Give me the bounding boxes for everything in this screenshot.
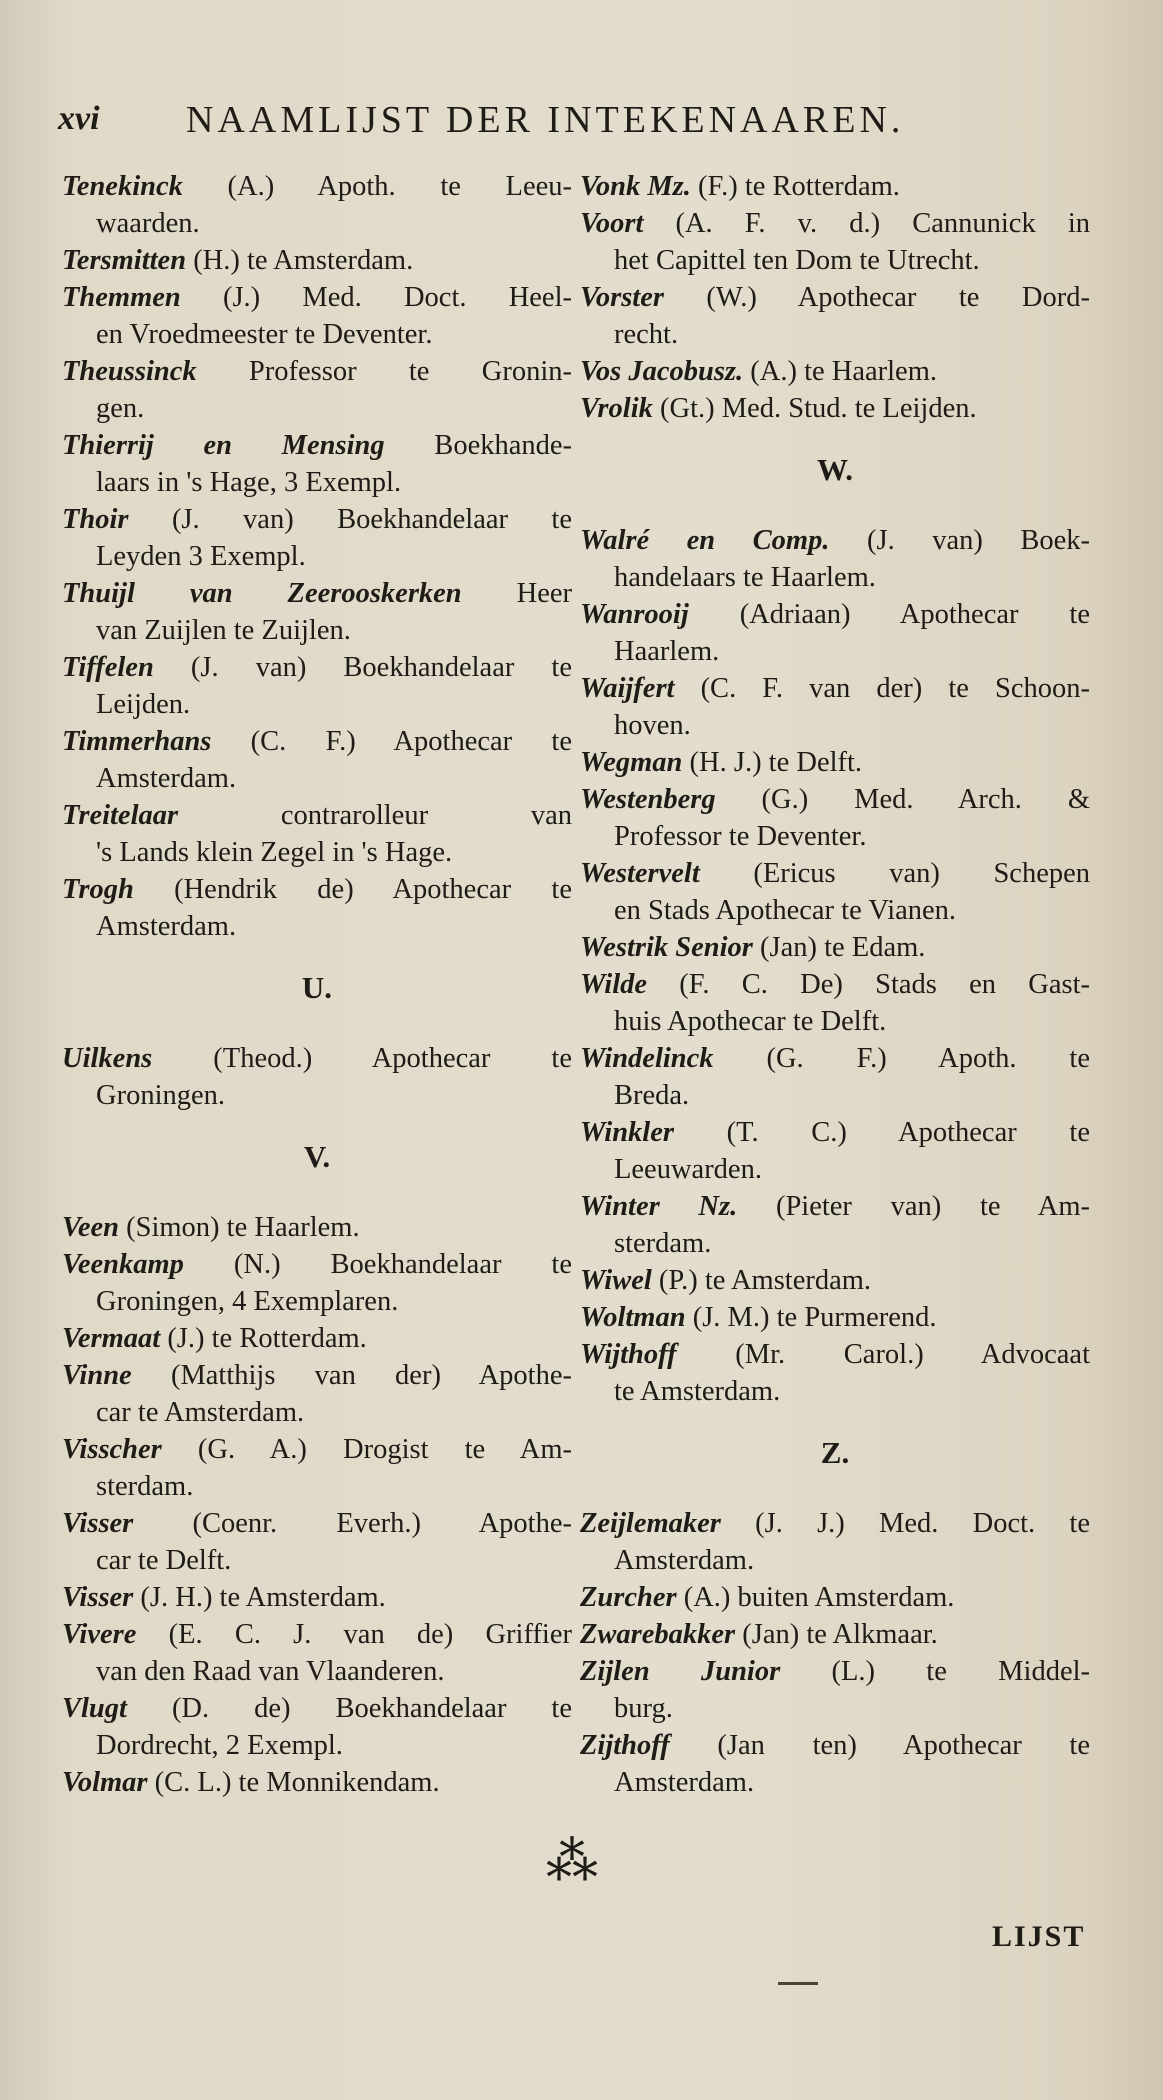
entry-first-line [62, 575, 572, 612]
entry-first-line [62, 242, 572, 279]
subscriber-name: Tersmitten [62, 245, 187, 276]
entry-text: en Vroedmeester te Deventer. [96, 319, 433, 350]
subscriber-entry [62, 168, 572, 242]
entry-first-line [580, 929, 1090, 966]
entry-first-line [62, 1690, 572, 1727]
entry-text: (A.) Apoth. te Leeu- [182, 171, 572, 202]
entry-continuation-line [580, 1764, 1090, 1801]
subscriber-name: Vorster [580, 282, 664, 313]
entry-text: hoven. [614, 710, 691, 741]
subscriber-name: Vrolik [580, 393, 653, 424]
subscriber-entry [580, 168, 1090, 205]
subscriber-name: Westervelt [580, 858, 700, 889]
subscriber-name: Windelinck [580, 1043, 714, 1074]
entry-text: (G.) Med. Arch. & [715, 784, 1090, 815]
entry-text: (H.) te Amsterdam. [186, 245, 414, 276]
entry-text: (A. F. v. d.) Cannunick in [643, 208, 1090, 239]
subscriber-name: Visscher [62, 1434, 162, 1465]
subscriber-entry [580, 1040, 1090, 1114]
entry-text: handelaars te Haarlem. [614, 562, 876, 593]
entry-continuation-line [62, 1394, 572, 1431]
subscriber-name: Walré en Comp. [580, 525, 830, 556]
subscriber-name: Zwarebakker [580, 1619, 736, 1650]
entry-text: laars in 's Hage, 3 Exempl. [96, 467, 402, 498]
subscriber-name: Vinne [62, 1360, 132, 1391]
subscriber-entry [580, 279, 1090, 353]
entry-first-line [62, 649, 572, 686]
entry-first-line [580, 781, 1090, 818]
entry-text: Leyden 3 Exempl. [96, 541, 306, 572]
entry-first-line [580, 670, 1090, 707]
entry-continuation-line [580, 1225, 1090, 1262]
entry-text: Boekhande- [384, 430, 572, 461]
entry-text: Amsterdam. [614, 1545, 755, 1576]
subscriber-entry [580, 1262, 1090, 1299]
subscriber-entry [580, 596, 1090, 670]
entry-first-line [62, 427, 572, 464]
entry-text: (C. F.) Apothecar te [211, 726, 572, 757]
subscriber-entry [580, 1505, 1090, 1579]
entry-first-line [580, 1505, 1090, 1542]
entry-continuation-line [580, 707, 1090, 744]
entry-text: sterdam. [614, 1228, 712, 1259]
entry-continuation-line [62, 464, 572, 501]
entry-text: (Hendrik de) Apothecar te [133, 874, 572, 905]
subscriber-name: Veen [62, 1212, 119, 1243]
entry-text: Heer [461, 578, 572, 609]
subscriber-entry [62, 1579, 572, 1616]
entry-first-line [62, 1320, 572, 1357]
catchword: LIJST [992, 1920, 1086, 1953]
entry-first-line [580, 1653, 1090, 1690]
entry-text: (Coenr. Everh.) Apothe- [133, 1508, 572, 1539]
entry-text: (J. van) Boekhandelaar te [128, 504, 572, 535]
subscriber-name: Woltman [580, 1302, 686, 1333]
entry-text: waarden. [96, 208, 200, 239]
entry-text: te Amsterdam. [614, 1376, 781, 1407]
entry-first-line [580, 1727, 1090, 1764]
entry-text: sterdam. [96, 1471, 194, 1502]
entry-text: (Mr. Carol.) Advocaat [676, 1339, 1090, 1370]
left-column [62, 168, 572, 1801]
entry-continuation-line [62, 538, 572, 575]
entry-continuation-line [62, 1468, 572, 1505]
entry-first-line [580, 1579, 1090, 1616]
entry-text: Groningen. [96, 1080, 226, 1111]
subscriber-name: Westenberg [580, 784, 716, 815]
entry-first-line [580, 744, 1090, 781]
entry-continuation-line [580, 242, 1090, 279]
page-number: xvi [58, 100, 100, 137]
subscriber-entry [62, 1320, 572, 1357]
entry-first-line [580, 1336, 1090, 1373]
subscriber-name: Winter Nz. [580, 1191, 738, 1222]
entry-text: Professor te Deventer. [614, 821, 867, 852]
entry-first-line [62, 1579, 572, 1616]
subscriber-entry [62, 1431, 572, 1505]
subscriber-entry [580, 929, 1090, 966]
subscriber-name: Thoir [62, 504, 129, 535]
entry-text: (C. L.) te Monnikendam. [147, 1767, 440, 1798]
entry-continuation-line [62, 1727, 572, 1764]
entry-first-line [580, 596, 1090, 633]
entry-continuation-line [62, 686, 572, 723]
subscriber-name: Westrik Senior [580, 932, 753, 963]
subscriber-entry [580, 1616, 1090, 1653]
entry-first-line [62, 1357, 572, 1394]
subscriber-entry [62, 1246, 572, 1320]
section-ornament: ⁂ [546, 1832, 598, 1892]
subscriber-entry [62, 1040, 572, 1114]
subscriber-name: Tenekinck [62, 171, 183, 202]
entry-continuation-line [62, 834, 572, 871]
entry-text: (T. C.) Apothecar te [673, 1117, 1090, 1148]
subscriber-name: Vos Jacobusz. [580, 356, 744, 387]
entry-text: Amsterdam. [614, 1767, 755, 1798]
entry-text: recht. [614, 319, 679, 350]
subscriber-entry [62, 871, 572, 945]
subscriber-entry [580, 353, 1090, 390]
entry-text: (Simon) te Haarlem. [119, 1212, 360, 1243]
entry-continuation-line [62, 1283, 572, 1320]
entry-text: van den Raad van Vlaanderen. [96, 1656, 445, 1687]
subscriber-entry [580, 1114, 1090, 1188]
subscriber-entry [62, 427, 572, 501]
subscriber-entry [580, 1653, 1090, 1727]
entry-text: (J.) Med. Doct. Heel- [180, 282, 572, 313]
subscriber-entry [580, 1299, 1090, 1336]
entry-continuation-line [62, 908, 572, 945]
subscriber-name: Veenkamp [62, 1249, 184, 1280]
subscriber-name: Treitelaar [62, 800, 179, 831]
subscriber-entry [62, 1764, 572, 1801]
entry-text: Leijden. [96, 689, 191, 720]
entry-first-line [62, 279, 572, 316]
subscriber-entry [62, 723, 572, 797]
entry-first-line [62, 168, 572, 205]
entry-continuation-line [62, 1077, 572, 1114]
subscriber-entry [62, 501, 572, 575]
entry-text: (Adriaan) Apothecar te [688, 599, 1090, 630]
subscriber-name: Wiwel [580, 1265, 652, 1296]
subscriber-name: Zeijlemaker [580, 1508, 721, 1539]
entry-first-line [62, 723, 572, 760]
entry-text: burg. [614, 1693, 673, 1724]
entry-first-line [580, 279, 1090, 316]
entry-text: (Gt.) Med. Stud. te Leijden. [652, 393, 977, 424]
subscriber-entry [580, 966, 1090, 1040]
entry-continuation-line [580, 633, 1090, 670]
entry-first-line [580, 1188, 1090, 1225]
page-title: NAAMLIJST DER INTEKENAAREN. [186, 99, 905, 141]
entry-text: car te Delft. [96, 1545, 232, 1576]
subscriber-entry [62, 1357, 572, 1431]
entry-text: (J. M.) te Purmerend. [685, 1302, 937, 1333]
entry-continuation-line [580, 559, 1090, 596]
subscriber-entry [580, 522, 1090, 596]
entry-text: (Matthijs van der) Apothe- [131, 1360, 572, 1391]
entry-continuation-line [62, 316, 572, 353]
entry-text: (Theod.) Apothecar te [152, 1043, 572, 1074]
entry-first-line [580, 1262, 1090, 1299]
entry-first-line [62, 1616, 572, 1653]
entry-text: (A.) te Haarlem. [743, 356, 937, 387]
entry-text: Amsterdam. [96, 763, 237, 794]
entry-first-line [580, 1114, 1090, 1151]
subscriber-name: Trogh [62, 874, 134, 905]
entry-text: Leeuwarden. [614, 1154, 762, 1185]
subscriber-name: Visser [62, 1582, 134, 1613]
subscriber-entry [62, 242, 572, 279]
entry-text: (A.) buiten Amsterdam. [676, 1582, 955, 1613]
entry-text: 's Lands klein Zegel in 's Hage. [96, 837, 453, 868]
entry-text: Breda. [614, 1080, 690, 1111]
subscriber-entry [580, 781, 1090, 855]
entry-continuation-line [62, 390, 572, 427]
subscriber-name: Zijthoff [580, 1730, 670, 1761]
entry-first-line [62, 1431, 572, 1468]
subscriber-name: Volmar [62, 1767, 148, 1798]
subscriber-entry [62, 1209, 572, 1246]
entry-continuation-line [62, 760, 572, 797]
entry-text: (L.) te Middel- [780, 1656, 1090, 1687]
entry-first-line [580, 522, 1090, 559]
section-letter-heading: U. [301, 970, 333, 1005]
entry-text: (J. H.) te Amsterdam. [133, 1582, 386, 1613]
entry-continuation-line [580, 316, 1090, 353]
subscriber-name: Winkler [580, 1117, 674, 1148]
subscriber-entry [62, 1505, 572, 1579]
subscriber-name: Vonk Mz. [580, 171, 691, 202]
entry-text: en Stads Apothecar te Vianen. [614, 895, 957, 926]
entry-first-line [62, 501, 572, 538]
right-column [580, 168, 1090, 1801]
entry-text: (Pieter van) te Am- [737, 1191, 1090, 1222]
subscriber-name: Wilde [580, 969, 648, 1000]
subscriber-name: Wanrooij [580, 599, 689, 630]
entry-continuation-line [580, 1690, 1090, 1727]
entry-continuation-line [580, 1077, 1090, 1114]
subscriber-name: Vermaat [62, 1323, 161, 1354]
entry-text: (W.) Apothecar te Dord- [663, 282, 1090, 313]
entry-text: (N.) Boekhandelaar te [183, 1249, 572, 1280]
entry-continuation-line [580, 892, 1090, 929]
page-header [58, 92, 1118, 156]
entry-text: (P.) te Amsterdam. [651, 1265, 872, 1296]
subscriber-name: Theussinck [62, 356, 197, 387]
entry-first-line [580, 205, 1090, 242]
entry-text: Amsterdam. [96, 911, 237, 942]
subscriber-name: Voort [580, 208, 644, 239]
entry-text: contrarolleur van [178, 800, 572, 831]
subscriber-entry [62, 797, 572, 871]
entry-first-line [580, 168, 1090, 205]
entry-first-line [62, 871, 572, 908]
subscriber-entry [580, 1188, 1090, 1262]
printer-mark [778, 1982, 818, 1985]
entry-first-line [580, 390, 1090, 427]
entry-text: het Capittel ten Dom te Utrecht. [614, 245, 980, 276]
subscriber-entry [62, 649, 572, 723]
entry-text: (G. F.) Apoth. te [713, 1043, 1090, 1074]
entry-text: Professor te Gronin- [196, 356, 572, 387]
subscriber-entry [580, 670, 1090, 744]
subscriber-entry [62, 279, 572, 353]
entry-text: huis Apothecar te Delft. [614, 1006, 887, 1037]
subscriber-entry [580, 855, 1090, 929]
entry-first-line [62, 1246, 572, 1283]
subscriber-name: Thierrij en Mensing [62, 430, 385, 461]
entry-first-line [62, 353, 572, 390]
subscriber-entry [580, 1727, 1090, 1801]
subscriber-name: Thuijl van Zeerooskerken [62, 578, 462, 609]
subscriber-entry [580, 744, 1090, 781]
subscriber-name: Waijfert [580, 673, 675, 704]
subscriber-entry [580, 1336, 1090, 1410]
entry-continuation-line [580, 1542, 1090, 1579]
entry-first-line [580, 966, 1090, 1003]
subscriber-name: Wijthoff [580, 1339, 677, 1370]
entry-continuation-line [62, 1653, 572, 1690]
entry-text: (J. J.) Med. Doct. te [720, 1508, 1090, 1539]
entry-continuation-line [62, 1542, 572, 1579]
subscriber-entry [580, 1579, 1090, 1616]
entry-first-line [580, 855, 1090, 892]
entry-text: (J. van) Boek- [829, 525, 1090, 556]
entry-continuation-line [580, 1151, 1090, 1188]
subscriber-entry [62, 1616, 572, 1690]
subscriber-entry [62, 575, 572, 649]
entry-first-line [580, 1299, 1090, 1336]
entry-text: gen. [96, 393, 145, 424]
entry-continuation-line [62, 612, 572, 649]
subscriber-name: Vlugt [62, 1693, 127, 1724]
subscriber-name: Zurcher [580, 1582, 677, 1613]
entry-text: (C. F. van der) te Schoon- [674, 673, 1090, 704]
subscriber-name: Wegman [580, 747, 683, 778]
entry-text: (E. C. J. van de) Griffier [136, 1619, 572, 1650]
subscriber-name: Visser [62, 1508, 134, 1539]
entry-first-line [62, 1209, 572, 1246]
entry-first-line [62, 1764, 572, 1801]
entry-text: (Jan) te Edam. [752, 932, 926, 963]
subscriber-entry [580, 390, 1090, 427]
entry-first-line [580, 353, 1090, 390]
subscriber-name: Vivere [62, 1619, 137, 1650]
entry-text: (Jan ten) Apothecar te [669, 1730, 1090, 1761]
entry-text: Groningen, 4 Exemplaren. [96, 1286, 399, 1317]
subscriber-name: Zijlen Junior [580, 1656, 781, 1687]
entry-text: (H. J.) te Delft. [682, 747, 863, 778]
subscriber-name: Uilkens [62, 1043, 153, 1074]
entry-first-line [580, 1040, 1090, 1077]
subscriber-entry [62, 353, 572, 427]
entry-text: van Zuijlen te Zuijlen. [96, 615, 351, 646]
entry-continuation-line [580, 1373, 1090, 1410]
entry-text: car te Amsterdam. [96, 1397, 305, 1428]
entry-text: (Ericus van) Schepen [699, 858, 1090, 889]
subscriber-name: Tiffelen [62, 652, 154, 683]
subscriber-name: Themmen [62, 282, 181, 313]
section-letter-heading: Z. [820, 1435, 850, 1470]
entry-first-line [580, 1616, 1090, 1653]
entry-first-line [62, 1040, 572, 1077]
entry-text: (G. A.) Drogist te Am- [161, 1434, 572, 1465]
entry-text: (F.) te Rotterdam. [690, 171, 900, 202]
section-letter-heading: W. [817, 452, 853, 487]
entry-first-line [62, 797, 572, 834]
section-letter-heading: V. [303, 1139, 331, 1174]
entry-text: (D. de) Boekhandelaar te [126, 1693, 572, 1724]
subscriber-entry [580, 205, 1090, 279]
entry-text: Dordrecht, 2 Exempl. [96, 1730, 343, 1761]
entry-text: Haarlem. [614, 636, 720, 667]
entry-first-line [62, 1505, 572, 1542]
entry-text: (Jan) te Alkmaar. [735, 1619, 938, 1650]
subscriber-entry [62, 1690, 572, 1764]
entry-continuation-line [580, 818, 1090, 855]
entry-continuation-line [580, 1003, 1090, 1040]
entry-text: (J.) te Rotterdam. [160, 1323, 367, 1354]
entry-continuation-line [62, 205, 572, 242]
subscriber-name: Timmerhans [62, 726, 212, 757]
entry-text: (F. C. De) Stads en Gast- [647, 969, 1090, 1000]
entry-text: (J. van) Boekhandelaar te [153, 652, 572, 683]
